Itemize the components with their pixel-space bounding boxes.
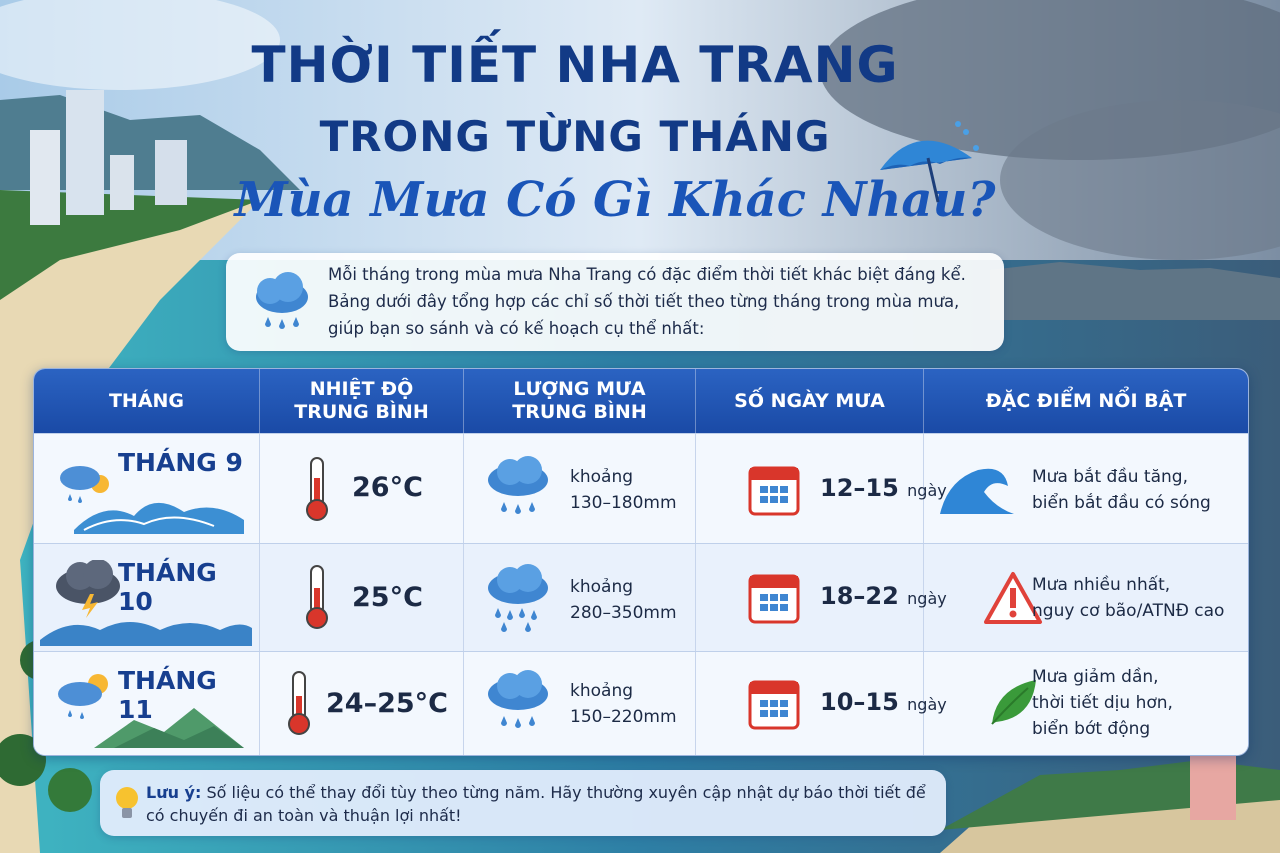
header-features: ĐẶC ĐIỂM NỔI BẬT: [985, 389, 1187, 412]
note-text: Lưu ý: Số liệu có thể thay đổi tùy theo từng năm. Hãy thường xuyên cập nhật dự báo thời tiết để có chuyến đi an toàn và thuận lợi nhất!: [146, 783, 926, 825]
header-rainfall: LƯỢNG MƯA TRUNG BÌNH: [464, 369, 696, 433]
temperature-value: 26°C: [352, 472, 423, 503]
temperature-value: 25°C: [352, 582, 423, 613]
rain-days-value: 18–22 ngày: [820, 582, 947, 610]
thermometer-icon: [282, 670, 316, 736]
feature-cell: [924, 434, 1248, 544]
month-label: THÁNG 11: [118, 666, 217, 724]
thermometer-icon: [300, 456, 334, 522]
temperature-cell: [260, 544, 464, 652]
rainfall-value: khoảng 130–180mm: [570, 467, 677, 513]
lightbulb-icon: [112, 784, 142, 824]
rainfall-value: khoảng 150–220mm: [570, 681, 677, 727]
temperature-cell: [260, 434, 464, 544]
wave-icon: [938, 460, 1014, 518]
rain-days-cell: [696, 544, 947, 652]
wave-icon: [74, 490, 244, 534]
feature-text: Mưa bắt đầu tăng, biển bắt đầu có sóng: [1032, 467, 1211, 513]
month-cell: [34, 434, 260, 544]
feature-text: Mưa nhiều nhất, nguy cơ bão/ATNĐ cao: [1032, 575, 1225, 621]
feature-cell: [924, 544, 1248, 652]
heavy-rain-icon: [484, 564, 554, 634]
feature-cell: [924, 652, 1248, 756]
table-header: [34, 369, 1248, 433]
thermometer-icon: [300, 564, 334, 630]
rainfall-cell: [464, 652, 696, 756]
weather-table: [33, 368, 1249, 756]
header-temperature: NHIỆT ĐỘ TRUNG BÌNH: [260, 369, 464, 433]
rain-cloud-icon: [484, 670, 554, 736]
table-row: [34, 433, 1248, 544]
table-row: [34, 543, 1248, 652]
note-box: [100, 770, 946, 836]
rain-days-value: 12–15 ngày: [820, 474, 947, 502]
rain-days-cell: [696, 434, 947, 544]
intro-box: [226, 253, 1004, 351]
rain-cloud-icon: [246, 269, 316, 335]
calendar-icon: [748, 462, 800, 516]
rainfall-cell: [464, 544, 696, 652]
table-row: [34, 651, 1248, 756]
page-title: THỜI TIẾT NHA TRANG: [251, 36, 899, 94]
rainfall-value: khoảng 280–350mm: [570, 577, 677, 623]
calendar-icon: [748, 570, 800, 624]
rainfall-cell: [464, 434, 696, 544]
header-month: THÁNG: [34, 369, 260, 433]
month-cell: [34, 652, 260, 756]
rain-days-value: 10–15 ngày: [820, 688, 947, 716]
umbrella-icon: [872, 118, 982, 208]
temperature-cell: [260, 652, 464, 756]
rain-cloud-icon: [484, 456, 554, 522]
header-rain-days: SỐ NGÀY MƯA: [696, 369, 924, 433]
month-cell: [34, 544, 260, 652]
intro-text: Mỗi tháng trong mùa mưa Nha Trang có đặc điểm thời tiết khác biệt đáng kể. Bảng dưới đây tổng hợp các chỉ số thời tiết theo từng tháng trong mùa mưa, giúp bạn so sánh và có kế hoạch cụ thể nhất:: [328, 265, 966, 338]
feature-text: Mưa giảm dần, thời tiết dịu hơn, biển bớt động: [1032, 667, 1173, 739]
month-label: THÁNG 10: [118, 558, 217, 616]
page-subtitle: TRONG TỪNG THÁNG: [319, 112, 831, 161]
calendar-icon: [748, 676, 800, 730]
rain-days-cell: [696, 652, 947, 756]
temperature-value: 24–25°C: [326, 688, 448, 719]
month-label: THÁNG 9: [118, 448, 243, 477]
page-tagline: Mùa Mưa Có Gì Khác Nhau?: [234, 172, 996, 228]
